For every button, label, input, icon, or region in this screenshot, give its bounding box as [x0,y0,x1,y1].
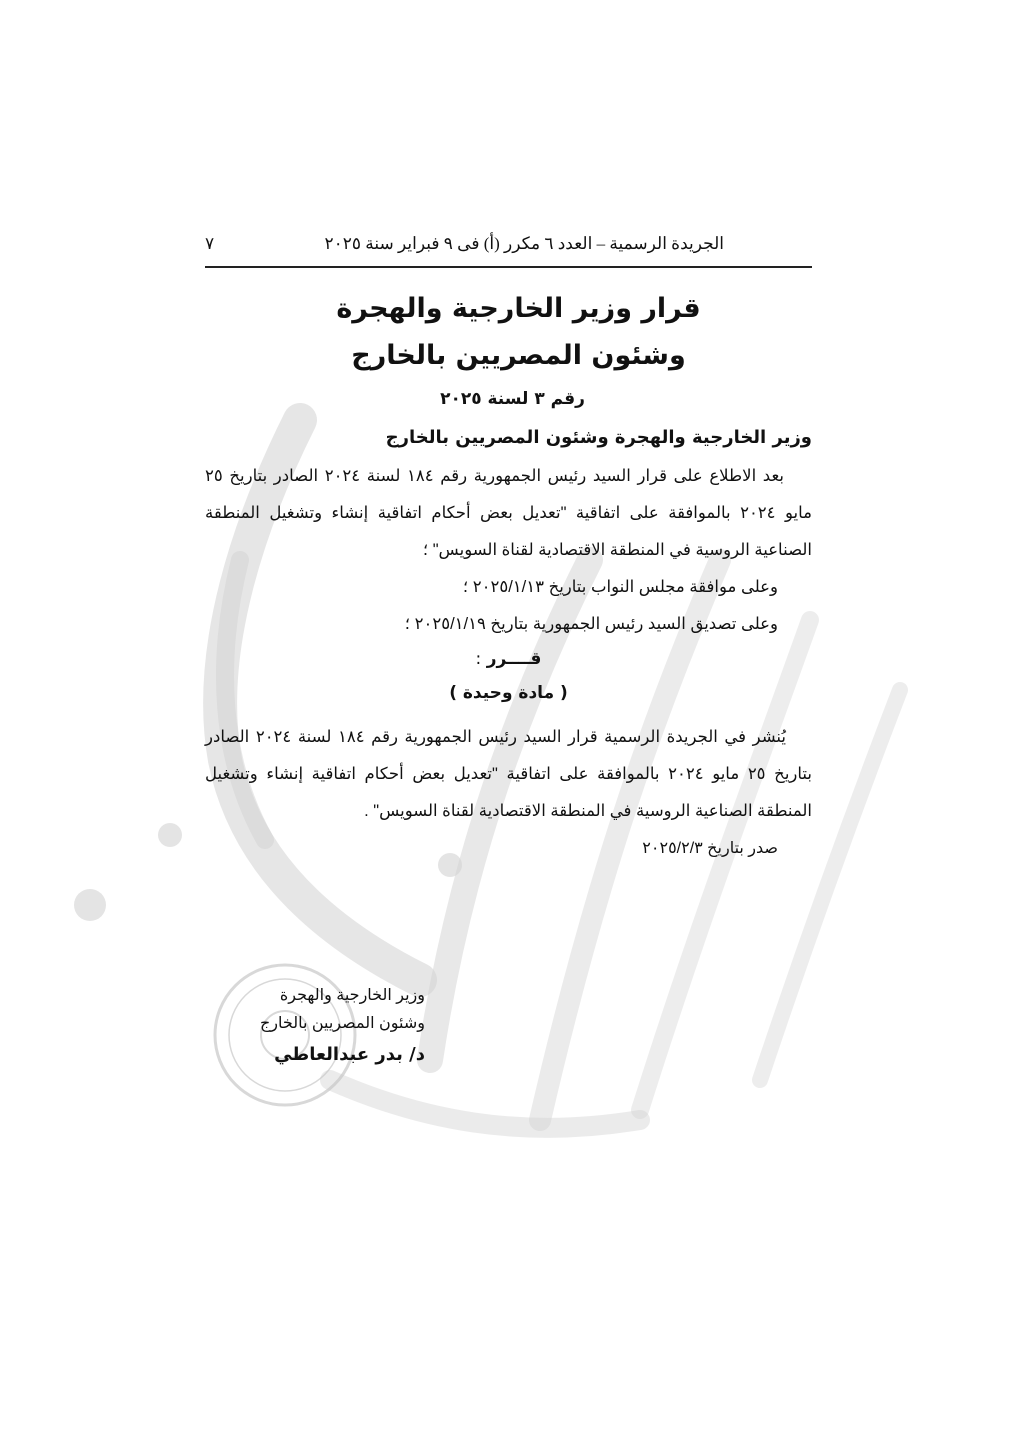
article-heading: ( مادة وحيدة ) [449,683,568,703]
signature-block [205,982,425,1065]
signatory-title-line2: وشئون المصريين بالخارج [259,1015,425,1032]
gazette-page [205,226,812,858]
decided-word: قــــرر [486,649,542,669]
decided-colon: : [475,649,487,669]
page-number: ٧ [205,234,215,253]
article-body: يُنشر في الجريدة الرسمية قرار السيد رئيس الجمهورية رقم ١٨٤ لسنة ٢٠٢٤ الصادر بتاريخ ٢٥ مايو ٢٠٢٤ بالموافقة على اتفاقية "تعديل بعض أحكام اتفاقية إنشاء وتشغيل المنطقة الصناعية الروسية في المنطقة الاقتصادية لقناة السويس" . [205,728,812,820]
gazette-header [205,226,812,268]
signatory-name: د/ بدر عبدالعاطي [274,1044,425,1065]
decree-title-line1: قرار وزير الخارجية والهجرة [336,293,701,324]
decree-number: رقم ٣ لسنة ٢٠٢٥ [440,389,585,409]
issuing-authority: وزير الخارجية والهجرة وشئون المصريين بالخارج [385,427,812,448]
issued-date: صدر بتاريخ ٢٠٢٥/٢/٣ [642,840,778,857]
preamble-clause-2: وعلى موافقة مجلس النواب بتاريخ ٢٠٢٥/١/١٣ ؛ [462,578,778,596]
gazette-issue-line: الجريدة الرسمية – العدد ٦ مكرر (أ) فى ٩ فبراير سنة ٢٠٢٥ [324,234,724,253]
signatory-title-line1: وزير الخارجية والهجرة [279,987,425,1004]
decided-heading [205,649,812,679]
decree-title-line2: وشئون المصريين بالخارج [351,340,686,371]
preamble-clause-3: وعلى تصديق السيد رئيس الجمهورية بتاريخ ٢٠٢٥/١/١٩ ؛ [404,615,778,633]
preamble-clause-1: بعد الاطلاع على قرار السيد رئيس الجمهورية رقم ١٨٤ لسنة ٢٠٢٤ الصادر بتاريخ ٢٥ مايو ٢٠٢٤ بالموافقة على اتفاقية "تعديل بعض أحكام اتفاقية إنشاء وتشغيل المنطقة الصناعية الروسية في المنطقة الاقتصادية لقناة السويس" ؛ [205,467,812,559]
